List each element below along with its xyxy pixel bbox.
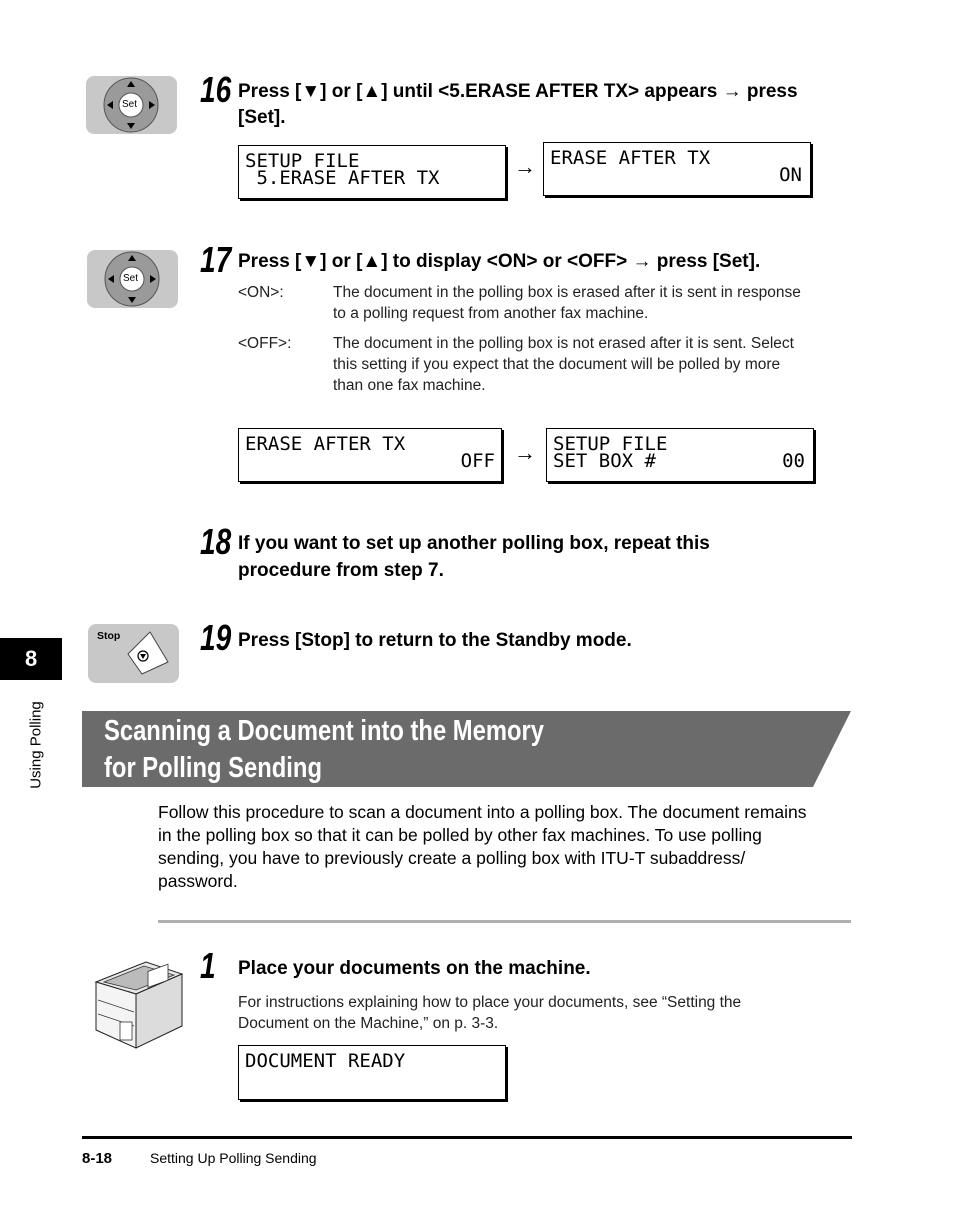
- lcd-line: SETUP FILE: [553, 433, 668, 455]
- lcd-display: [546, 428, 814, 482]
- stop-key-illustration: [88, 624, 179, 683]
- stop-key-label: Stop: [97, 630, 121, 642]
- step-number-16: 16: [200, 69, 232, 110]
- page-number: 8-18: [82, 1150, 113, 1167]
- divider: [158, 920, 851, 923]
- lcd-line: SETUP FILE: [245, 150, 360, 172]
- step-1-desc: For instructions explaining how to place your documents, see “Setting the: [238, 994, 742, 1011]
- lcd-display: [238, 428, 502, 482]
- set-key-illustration: [86, 76, 177, 134]
- lcd-line: 5.ERASE AFTER TX: [245, 167, 440, 189]
- step-17-instruction: Press [▼] or [▲] to display <ON> or <OFF> → press [Set].: [238, 251, 761, 272]
- footer-rule: [82, 1136, 852, 1139]
- chapter-number: 8: [25, 646, 38, 671]
- section-title-line2: for Polling Sending: [104, 752, 322, 784]
- lcd-line: SET BOX #: [553, 450, 656, 472]
- option-off-desc: The document in the polling box is not erased after it is sent. Select: [333, 335, 794, 352]
- section-intro: password.: [158, 871, 238, 891]
- option-off-term: <OFF>:: [238, 335, 292, 352]
- option-off-desc: than one fax machine.: [333, 377, 486, 394]
- lcd-line: OFF: [460, 450, 495, 472]
- stop-icon: [88, 624, 179, 683]
- set-key-illustration: [87, 250, 178, 308]
- lcd-line: ERASE AFTER TX: [245, 433, 406, 455]
- step-16-instruction-line2: [Set].: [238, 107, 286, 128]
- set-key-label: Set: [122, 99, 138, 110]
- arrow-icon: →: [514, 154, 536, 179]
- step-1-instruction: Place your documents on the machine.: [238, 958, 591, 979]
- lcd-display: [238, 145, 506, 199]
- lcd-line: 00: [782, 450, 805, 472]
- lcd-line: ERASE AFTER TX: [550, 147, 711, 169]
- section-intro: Follow this procedure to scan a document into a polling box. The document remains: [158, 802, 807, 822]
- step-number-1: 1: [200, 945, 216, 986]
- step-19-instruction: Press [Stop] to return to the Standby mode.: [238, 630, 632, 651]
- section-intro: sending, you have to previously create a polling box with ITU-T subaddress/: [158, 848, 746, 868]
- step-number-17: 17: [200, 239, 232, 280]
- step-number-19: 19: [200, 617, 232, 658]
- footer-title: Setting Up Polling Sending: [150, 1150, 317, 1166]
- step-18-instruction-line2: procedure from step 7.: [238, 560, 444, 581]
- arrow-icon: →: [514, 440, 536, 465]
- chapter-label: Using Polling: [27, 701, 45, 789]
- step-18-instruction-line1: If you want to set up another polling box, repeat this: [238, 533, 710, 554]
- fax-machine-icon: [86, 960, 186, 1052]
- option-on-desc: The document in the polling box is erased after it is sent in response: [333, 284, 801, 301]
- option-on-desc: to a polling request from another fax machine.: [333, 305, 649, 322]
- step-1-desc: Document on the Machine,” on p. 3-3.: [238, 1015, 499, 1032]
- lcd-line: ON: [779, 164, 802, 186]
- lcd-display: [543, 142, 811, 196]
- section-title-line1: Scanning a Document into the Memory: [104, 715, 544, 747]
- option-off-desc: this setting if you expect that the document will be polled by more: [333, 356, 781, 373]
- chapter-tab: [0, 638, 62, 680]
- section-intro: in the polling box so that it can be polled by other fax machines. To use polling: [158, 825, 762, 845]
- step-number-18: 18: [200, 521, 232, 562]
- set-key-label: Set: [123, 273, 139, 284]
- step-16-instruction-line1: Press [▼] or [▲] until <5.ERASE AFTER TX> appears → press: [238, 81, 798, 102]
- option-on-term: <ON>:: [238, 284, 284, 301]
- lcd-line: DOCUMENT READY: [245, 1050, 406, 1072]
- lcd-display: [238, 1045, 506, 1100]
